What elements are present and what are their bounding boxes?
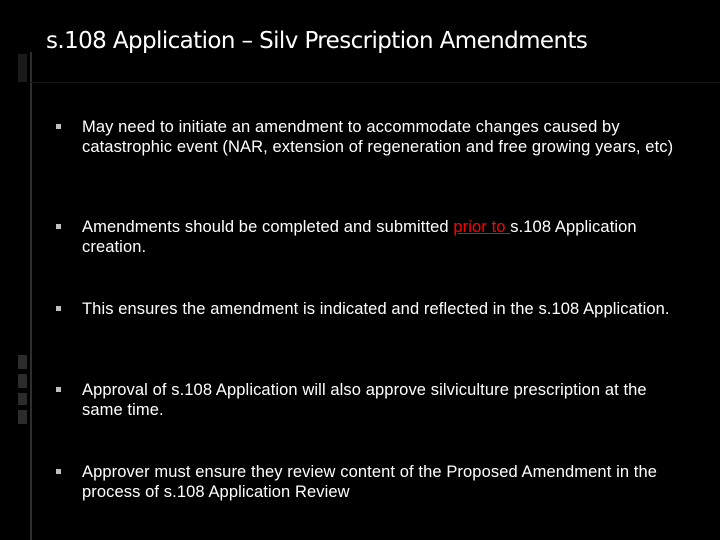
decorative-vertical-line: [30, 52, 32, 540]
decorative-block: [18, 54, 27, 82]
decorative-bar: [18, 374, 27, 388]
square-bullet-icon: [56, 387, 61, 392]
bullet-text: [82, 218, 682, 257]
decorative-bar: [18, 410, 27, 424]
square-bullet-icon: [56, 224, 61, 229]
square-bullet-icon: [56, 124, 61, 129]
bullet-text-after: s.108 Application creation.: [82, 218, 637, 256]
bullet-text: This ensures the amendment is indicated and reflected in the s.108 Application.: [82, 300, 670, 318]
square-bullet-icon: [56, 306, 61, 311]
square-bullet-icon: [56, 469, 61, 474]
bullet-text: Approval of s.108 Application will also approve silviculture prescription at the same time.: [82, 381, 647, 419]
bullet-text: Approver must ensure they review content of the Proposed Amendment in the process of s.108 Application Review: [82, 463, 658, 501]
bullet-text: May need to initiate an amendment to accommodate changes caused by catastrophic event (NAR, extension of regeneration and free growing years, etc): [82, 118, 674, 156]
slide-title: s.108 Application – Silv Prescription Amendments: [46, 28, 588, 54]
decorative-bar: [18, 393, 27, 405]
decorative-bar: [18, 355, 27, 369]
highlighted-text: prior to: [453, 218, 511, 236]
decorative-horizontal-line: [30, 82, 720, 83]
bullet-text-before: Amendments should be completed and submitted: [82, 218, 454, 236]
